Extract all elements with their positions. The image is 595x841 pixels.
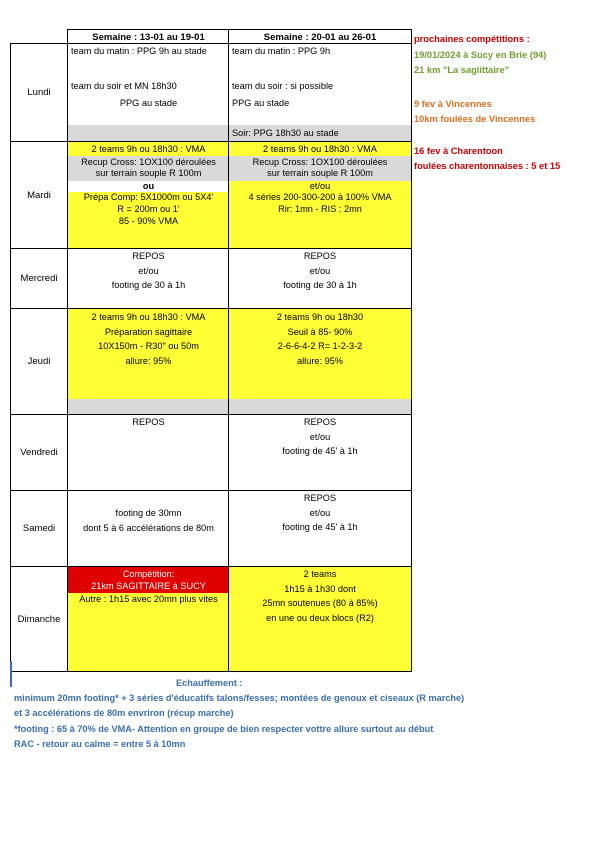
mercredi-w2-line: REPOS	[303, 251, 337, 261]
samedi-w2-line: footing de 45' à 1h	[282, 522, 358, 533]
competition-1-name: 21 km "La sagiittaire"	[414, 65, 510, 75]
mercredi-week1-cell	[67, 248, 229, 309]
jeudi-w1-grey-band	[68, 399, 229, 414]
mardi-w1-grey-block	[68, 156, 229, 181]
mardi-w1-line: Prépa Comp: 5X1000m ou 5X4'	[83, 192, 214, 203]
competition-3-name: foulées charentonnaises : 5 et 15	[414, 161, 561, 171]
week1-header: Semaine : 13-01 au 19-01	[67, 29, 229, 44]
lundi-w2-line: Soir: PPG 18h30 au stade	[229, 125, 411, 141]
mercredi-w1-line: et/ou	[138, 265, 159, 276]
dimanche-w2-line: 1h15 à 1h30 dont	[284, 583, 356, 594]
competition-2-date: 9 fev à Vincennes	[414, 99, 492, 109]
mardi-w2-line: Recup Cross: 1OX100 déroulées	[252, 156, 388, 167]
vendredi-week1-cell	[67, 414, 229, 491]
competition-3-date: 16 fev à Charentoon	[414, 146, 503, 156]
jeudi-w2-line: Seuil à 85- 90%	[287, 326, 353, 337]
jeudi-w1-line: 2 teams 9h ou 18h30 : VMA	[91, 312, 206, 322]
warmup-title: Echauffement :	[176, 678, 243, 688]
footing-note: *footing : 65 à 70% de VMA- Attention en groupe de bien respecter vottre allure surtout au début	[14, 723, 434, 734]
jeudi-w2-line: allure: 95%	[297, 355, 343, 366]
vendredi-week2-cell	[228, 414, 412, 491]
mardi-w2-line: Rir: 1mn - RIS : 2mn	[278, 203, 362, 214]
mardi-w2-grey-block	[229, 156, 411, 181]
lundi-w1-grey-band	[68, 125, 229, 141]
day-label-mardi: Mardi	[10, 141, 67, 249]
samedi-w2-line: et/ou	[309, 507, 331, 518]
week2-header: Semaine : 20-01 au 26-01	[228, 29, 412, 44]
jeudi-w2-grey-band	[229, 399, 411, 414]
vendredi-w2-line: et/ou	[309, 431, 331, 442]
mercredi-week2-cell	[228, 248, 412, 309]
vendredi-w1-line: REPOS	[132, 417, 165, 427]
rac-note: RAC - retour au calme = entre 5 à 10mn	[14, 738, 186, 749]
mercredi-w2-line: footing de 30 à 1h	[283, 280, 357, 291]
day-label-samedi: Samedi	[10, 490, 67, 567]
mardi-w2-line: 2 teams 9h ou 18h30 : VMA	[263, 144, 377, 154]
warmup-notes	[14, 676, 464, 752]
samedi-week1-cell	[67, 490, 229, 567]
mercredi-w1-line: REPOS	[132, 251, 165, 261]
mardi-w1-line: Recup Cross: 1OX100 déroulées	[81, 156, 216, 167]
jeudi-w2-line: 2-6-6-4-2 R= 1-2-3-2	[277, 341, 363, 352]
lundi-w1-line: PPG au stade	[119, 98, 178, 109]
mardi-w1-line: 2 teams 9h ou 18h30 : VMA	[91, 144, 206, 154]
dimanche-w1-line: 21km SAGITTAIRE à SUCY	[91, 580, 206, 591]
mardi-w2-line: sur terrain souple R 100m	[267, 168, 373, 179]
jeudi-w2-line: 2 teams 9h ou 18h30	[276, 312, 364, 322]
day-label-dimanche: Dimanche	[10, 566, 67, 672]
mardi-w2-line: et/ou	[309, 180, 331, 191]
jeudi-week2-cell	[228, 308, 412, 415]
lundi-w2-line: PPG au stade	[232, 98, 290, 109]
lundi-w1-line: team du matin : PPG 9h au stade	[71, 46, 207, 56]
mercredi-w2-line: et/ou	[309, 265, 331, 276]
samedi-w1-line: dont 5 à 6 accélérations de 80m	[83, 522, 214, 533]
notes-left-bar	[10, 661, 12, 687]
jeudi-w1-line: allure: 95%	[125, 355, 172, 366]
mardi-w2-line: 4 séries 200-300-200 à 100% VMA	[248, 192, 392, 203]
lundi-w2-line: team du soir : si possible	[232, 80, 334, 91]
mardi-w1-line: R = 200m ou 1'	[117, 203, 180, 214]
day-label-vendredi: Vendredi	[10, 414, 67, 491]
competition-1-date: 19/01/2024 à Sucy en Brie (94)	[414, 50, 547, 60]
competitions-title: prochaines compétitions :	[414, 34, 530, 44]
day-label-lundi: Lundi	[10, 43, 67, 142]
warmup-line: minimum 20mn footing* + 3 séries d'éducatifs talons/fesses; montées de genoux et ciseaux (R marche)	[14, 693, 465, 704]
samedi-w2-line: REPOS	[303, 493, 337, 503]
samedi-w1-line: footing de 30mn	[115, 508, 182, 518]
mardi-w1-line: 85 - 90% VMA	[118, 215, 179, 226]
dimanche-w1-line: Autre : 1h15 avec 20mn plus vites	[79, 594, 218, 605]
dimanche-week1-cell	[67, 566, 229, 672]
lundi-week2-cell	[228, 43, 412, 142]
day-label-mercredi: Mercredi	[10, 248, 67, 309]
dimanche-w1-line: Compétition:	[122, 569, 175, 579]
samedi-week2-cell	[228, 490, 412, 567]
mercredi-w1-line: footing de 30 à 1h	[111, 280, 186, 291]
dimanche-week2-cell	[228, 566, 412, 672]
vendredi-w2-line: footing de 45' à 1h	[282, 446, 358, 457]
vendredi-w2-line: REPOS	[303, 417, 337, 427]
jeudi-week1-cell	[67, 308, 229, 415]
mardi-week2-cell	[228, 141, 412, 249]
jeudi-w1-line: 10X150m - R30" ou 50m	[98, 341, 199, 352]
competition-2-name: 10km foulées de Vincennes	[414, 114, 536, 124]
lundi-w1-line: team du soir et MN 18h30	[71, 80, 177, 91]
warmup-line: et 3 accélérations de 80m envriron (récup marche)	[14, 708, 234, 719]
mardi-w1-line: sur terrain souple R 100m	[95, 168, 202, 179]
competition-highlight	[68, 567, 229, 593]
dimanche-w2-line: 2 teams	[303, 569, 337, 579]
mardi-w1-line: ou	[68, 181, 229, 193]
mardi-week1-cell	[67, 141, 229, 249]
lundi-week1-cell	[67, 43, 229, 142]
lundi-w2-line: team du matin : PPG 9h	[232, 46, 331, 56]
dimanche-w2-line: 25mn soutenues (80 à 85%)	[262, 598, 378, 609]
dimanche-w2-line: en une ou deux blocs (R2)	[266, 612, 374, 623]
jeudi-w1-line: Préparation sagittaire	[104, 326, 193, 337]
day-label-jeudi: Jeudi	[10, 308, 67, 415]
